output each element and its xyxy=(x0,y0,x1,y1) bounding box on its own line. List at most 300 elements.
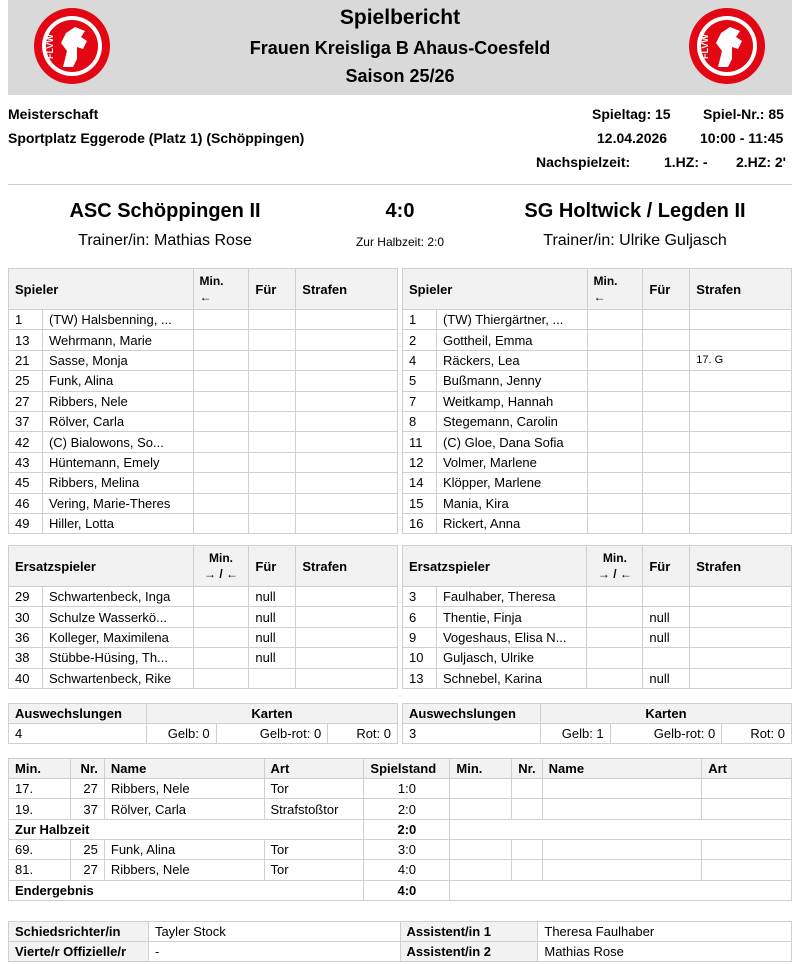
sub-minute xyxy=(587,587,643,607)
substitutions-count: 3 xyxy=(403,724,541,744)
sub-number: 6 xyxy=(403,607,437,627)
sub-number: 36 xyxy=(9,627,43,647)
sub-for: null xyxy=(249,587,296,607)
event-type: Strafstoßtor xyxy=(264,799,364,819)
player-row xyxy=(9,493,398,513)
player-row xyxy=(403,493,792,513)
player-minute xyxy=(193,473,249,493)
fourth-official-name: - xyxy=(148,942,400,962)
away-event-number xyxy=(512,779,542,799)
player-number: 8 xyxy=(403,411,437,431)
sub-number: 40 xyxy=(9,668,43,688)
player-penalty xyxy=(296,452,398,472)
sub-number: 29 xyxy=(9,587,43,607)
event-number: 37 xyxy=(70,799,104,819)
sub-minute xyxy=(193,668,249,688)
assistant1-name: Theresa Faulhaber xyxy=(538,922,792,942)
player-for xyxy=(643,371,690,391)
cards-header: Karten xyxy=(146,704,397,724)
player-row xyxy=(9,452,398,472)
yellow-red-cards: Gelb-rot: 0 xyxy=(216,724,328,744)
officials-table xyxy=(8,921,792,962)
report-header xyxy=(8,0,792,95)
final-row-score: 4:0 xyxy=(364,880,450,900)
player-for xyxy=(643,411,690,431)
player-row xyxy=(403,350,792,370)
player-minute xyxy=(587,350,643,370)
player-number: 37 xyxy=(9,411,43,431)
sub-for: null xyxy=(249,648,296,668)
player-for xyxy=(249,371,296,391)
player-number: 12 xyxy=(403,452,437,472)
player-row xyxy=(403,432,792,452)
events-score-header: Spielstand xyxy=(364,759,450,779)
player-minute xyxy=(193,432,249,452)
sub-row xyxy=(9,587,398,607)
sub-name: Guljasch, Ulrike xyxy=(436,648,587,668)
player-minute xyxy=(193,411,249,431)
player-minute xyxy=(193,513,249,533)
player-name: Hüntemann, Emely xyxy=(42,452,193,472)
sub-number: 30 xyxy=(9,607,43,627)
subs-header: Ersatzspieler xyxy=(9,546,194,587)
player-number: 11 xyxy=(403,432,437,452)
player-for xyxy=(249,452,296,472)
player-name: (C) Gloe, Dana Sofia xyxy=(436,432,587,452)
sub-name: Vogeshaus, Elisa N... xyxy=(436,627,587,647)
event-score: 3:0 xyxy=(364,839,450,859)
player-penalty xyxy=(690,391,792,411)
sub-row xyxy=(403,607,792,627)
yellow-cards: Gelb: 0 xyxy=(146,724,216,744)
away-event-type xyxy=(702,779,792,799)
player-name: Sasse, Monja xyxy=(42,350,193,370)
for-header: Für xyxy=(643,269,690,310)
away-event-name xyxy=(542,860,702,880)
player-minute xyxy=(193,310,249,330)
substitutions-header: Auswechslungen xyxy=(403,704,541,724)
match-time: 10:00 - 11:45 xyxy=(700,130,784,146)
sub-penalty xyxy=(690,587,792,607)
sub-penalty xyxy=(296,668,398,688)
section-divider xyxy=(8,184,792,185)
final-score: 4:0 xyxy=(385,200,415,222)
away-event-number xyxy=(512,839,542,859)
player-row xyxy=(403,330,792,350)
min-header: Min. → / ← xyxy=(587,546,643,587)
match-number: Spiel-Nr.: 85 xyxy=(703,106,784,122)
sub-penalty xyxy=(690,668,792,688)
away-event-minute xyxy=(450,779,512,799)
player-row xyxy=(403,513,792,533)
sub-number: 9 xyxy=(403,627,437,647)
goal-events-table xyxy=(8,758,792,901)
event-type: Tor xyxy=(264,860,364,880)
player-for xyxy=(249,310,296,330)
final-row-label: Endergebnis xyxy=(9,880,364,900)
player-penalty xyxy=(690,432,792,452)
player-row xyxy=(9,350,398,370)
player-number: 16 xyxy=(403,513,437,533)
away-players-table xyxy=(402,268,792,534)
player-minute xyxy=(193,330,249,350)
player-for xyxy=(249,391,296,411)
player-number: 46 xyxy=(9,493,43,513)
player-name: Stegemann, Carolin xyxy=(436,411,587,431)
sub-penalty xyxy=(690,607,792,627)
min-header: Min. → / ← xyxy=(193,546,249,587)
player-penalty xyxy=(296,330,398,350)
sub-row xyxy=(403,627,792,647)
events-nr-header: Nr. xyxy=(70,759,104,779)
sub-name: Schwartenbeck, Rike xyxy=(42,668,193,688)
player-minute xyxy=(587,473,643,493)
penalties-header: Strafen xyxy=(296,546,398,587)
player-number: 21 xyxy=(9,350,43,370)
player-name: Ribbers, Melina xyxy=(42,473,193,493)
player-name: Räckers, Lea xyxy=(436,350,587,370)
player-name: Weitkamp, Hannah xyxy=(436,391,587,411)
substitutions-count: 4 xyxy=(9,724,147,744)
halftime-row-label: Zur Halbzeit xyxy=(9,819,364,839)
sub-name: Faulhaber, Theresa xyxy=(436,587,587,607)
events-min-header-away: Min. xyxy=(450,759,512,779)
player-penalty xyxy=(296,411,398,431)
player-minute xyxy=(587,411,643,431)
sub-row xyxy=(9,668,398,688)
penalties-header: Strafen xyxy=(690,546,792,587)
event-score: 2:0 xyxy=(364,799,450,819)
player-number: 27 xyxy=(9,391,43,411)
sub-minute xyxy=(587,627,643,647)
sub-name: Schnebel, Karina xyxy=(436,668,587,688)
home-players-table xyxy=(8,268,398,534)
player-name: (C) Bialowons, So... xyxy=(42,432,193,452)
player-for xyxy=(249,432,296,452)
away-event-number xyxy=(512,799,542,819)
player-for xyxy=(643,432,690,452)
player-row xyxy=(9,310,398,330)
player-number: 2 xyxy=(403,330,437,350)
home-trainer: Trainer/in: Mathias Rose xyxy=(78,232,252,249)
season-label: Saison 25/26 xyxy=(345,66,455,86)
player-for xyxy=(249,513,296,533)
player-minute xyxy=(587,330,643,350)
player-penalty xyxy=(296,473,398,493)
sub-penalty xyxy=(296,627,398,647)
event-row xyxy=(9,860,792,880)
player-for xyxy=(643,513,690,533)
player-for xyxy=(249,330,296,350)
sub-penalty xyxy=(296,607,398,627)
player-for xyxy=(249,350,296,370)
away-trainer: Trainer/in: Ulrike Guljasch xyxy=(543,232,727,249)
player-for xyxy=(643,350,690,370)
player-number: 49 xyxy=(9,513,43,533)
penalties-header: Strafen xyxy=(296,269,398,310)
player-row xyxy=(403,411,792,431)
assistant2-name: Mathias Rose xyxy=(538,942,792,962)
sub-minute xyxy=(587,668,643,688)
sub-row xyxy=(9,648,398,668)
players-header: Spieler xyxy=(403,269,588,310)
event-number: 25 xyxy=(70,839,104,859)
match-date: 12.04.2026 xyxy=(597,130,668,146)
player-penalty xyxy=(690,493,792,513)
event-row xyxy=(9,779,792,799)
player-name: Volmer, Marlene xyxy=(436,452,587,472)
player-penalty xyxy=(690,411,792,431)
sub-penalty xyxy=(296,587,398,607)
cards-header: Karten xyxy=(540,704,791,724)
player-penalty xyxy=(690,513,792,533)
player-penalty xyxy=(690,473,792,493)
home-subs-table xyxy=(8,545,398,689)
player-name: Ribbers, Nele xyxy=(42,391,193,411)
substitutions-header: Auswechslungen xyxy=(9,704,147,724)
player-number: 42 xyxy=(9,432,43,452)
player-name: Wehrmann, Marie xyxy=(42,330,193,350)
player-name: Bußmann, Jenny xyxy=(436,371,587,391)
event-name: Ribbers, Nele xyxy=(104,860,264,880)
player-minute xyxy=(587,310,643,330)
sub-row xyxy=(403,587,792,607)
sub-for xyxy=(643,648,690,668)
halftime-row-score: 2:0 xyxy=(364,819,450,839)
extra-time-second-half: 2.HZ: 2' xyxy=(736,154,787,170)
min-header: Min. ← xyxy=(193,269,249,310)
player-row xyxy=(9,432,398,452)
player-minute xyxy=(587,452,643,472)
event-minute: 81. xyxy=(9,860,71,880)
away-subs-table xyxy=(402,545,792,689)
sub-name: Thentie, Finja xyxy=(436,607,587,627)
player-row xyxy=(9,513,398,533)
sub-minute xyxy=(587,648,643,668)
matchday: Spieltag: 15 xyxy=(592,106,671,122)
svg-text:FLVW: FLVW xyxy=(45,34,55,59)
league-name: Frauen Kreisliga B Ahaus-Coesfeld xyxy=(249,38,551,58)
sub-for: null xyxy=(249,607,296,627)
player-name: (TW) Halsbenning, ... xyxy=(42,310,193,330)
events-min-header: Min. xyxy=(9,759,71,779)
event-name: Funk, Alina xyxy=(104,839,264,859)
away-event-minute xyxy=(450,799,512,819)
event-score: 1:0 xyxy=(364,779,450,799)
event-minute: 17. xyxy=(9,779,71,799)
sub-minute xyxy=(193,648,249,668)
player-row xyxy=(403,371,792,391)
player-name: Hiller, Lotta xyxy=(42,513,193,533)
player-penalty xyxy=(296,432,398,452)
player-minute xyxy=(587,513,643,533)
event-minute: 19. xyxy=(9,799,71,819)
home-team-name: ASC Schöppingen II xyxy=(69,200,261,222)
away-cards-table xyxy=(402,703,792,744)
flvw-logo-right xyxy=(688,7,766,85)
red-cards: Rot: 0 xyxy=(328,724,398,744)
report-title: Spielbericht xyxy=(339,6,461,29)
player-row xyxy=(9,371,398,391)
player-number: 45 xyxy=(9,473,43,493)
sub-penalty xyxy=(296,648,398,668)
player-for xyxy=(643,310,690,330)
for-header: Für xyxy=(249,269,296,310)
venue: Sportplatz Eggerode (Platz 1) (Schöppingen) xyxy=(8,130,305,146)
subs-header: Ersatzspieler xyxy=(403,546,587,587)
svg-text:FLVW: FLVW xyxy=(700,34,710,59)
sub-row xyxy=(9,627,398,647)
player-for xyxy=(643,493,690,513)
player-number: 5 xyxy=(403,371,437,391)
events-name-header: Name xyxy=(104,759,264,779)
player-row xyxy=(9,411,398,431)
player-minute xyxy=(587,371,643,391)
sub-for: null xyxy=(643,607,690,627)
sub-for: null xyxy=(643,627,690,647)
player-minute xyxy=(193,452,249,472)
away-event-name xyxy=(542,799,702,819)
player-penalty xyxy=(296,310,398,330)
sub-minute xyxy=(587,607,643,627)
player-for xyxy=(249,473,296,493)
away-event-number xyxy=(512,860,542,880)
fourth-official-label: Vierte/r Offizielle/r xyxy=(9,942,149,962)
away-event-name xyxy=(542,839,702,859)
event-number: 27 xyxy=(70,860,104,880)
event-type: Tor xyxy=(264,779,364,799)
event-row xyxy=(9,799,792,819)
player-for xyxy=(249,411,296,431)
player-name: Klöpper, Marlene xyxy=(436,473,587,493)
events-name-header-away: Name xyxy=(542,759,702,779)
sub-number: 3 xyxy=(403,587,437,607)
sub-number: 10 xyxy=(403,648,437,668)
sub-for xyxy=(249,668,296,688)
event-type: Tor xyxy=(264,839,364,859)
player-name: Vering, Marie-Theres xyxy=(42,493,193,513)
events-type-header: Art xyxy=(264,759,364,779)
away-event-minute xyxy=(450,860,512,880)
players-header: Spieler xyxy=(9,269,194,310)
competition-type: Meisterschaft xyxy=(8,106,99,122)
red-cards: Rot: 0 xyxy=(722,724,792,744)
events-nr-header-away: Nr. xyxy=(512,759,542,779)
sub-for: null xyxy=(643,668,690,688)
player-for xyxy=(249,493,296,513)
sub-name: Schulze Wasserkö... xyxy=(42,607,193,627)
penalties-header: Strafen xyxy=(690,269,792,310)
player-number: 1 xyxy=(403,310,437,330)
player-row xyxy=(403,310,792,330)
player-row xyxy=(403,452,792,472)
sub-number: 13 xyxy=(403,668,437,688)
event-score: 4:0 xyxy=(364,860,450,880)
player-minute xyxy=(193,391,249,411)
away-event-type xyxy=(702,860,792,880)
referee-name: Tayler Stock xyxy=(148,922,400,942)
referee-label: Schiedsrichter/in xyxy=(9,922,149,942)
player-row xyxy=(9,473,398,493)
event-row xyxy=(9,839,792,859)
player-row xyxy=(9,391,398,411)
sub-row xyxy=(403,648,792,668)
events-type-header-away: Art xyxy=(702,759,792,779)
sub-penalty xyxy=(690,627,792,647)
player-minute xyxy=(587,391,643,411)
player-name: Gottheil, Emma xyxy=(436,330,587,350)
player-number: 14 xyxy=(403,473,437,493)
player-row xyxy=(403,391,792,411)
min-header: Min. ← xyxy=(587,269,643,310)
player-penalty xyxy=(296,493,398,513)
player-row xyxy=(9,330,398,350)
away-event-minute xyxy=(450,839,512,859)
event-number: 27 xyxy=(70,779,104,799)
player-number: 25 xyxy=(9,371,43,391)
player-penalty xyxy=(296,513,398,533)
player-minute xyxy=(193,371,249,391)
player-number: 7 xyxy=(403,391,437,411)
player-penalty xyxy=(296,371,398,391)
player-for xyxy=(643,473,690,493)
sub-minute xyxy=(193,627,249,647)
home-cards-table xyxy=(8,703,398,744)
away-event-name xyxy=(542,779,702,799)
player-penalty xyxy=(690,330,792,350)
sub-name: Schwartenbeck, Inga xyxy=(42,587,193,607)
player-penalty xyxy=(690,310,792,330)
extra-time-label: Nachspielzeit: xyxy=(536,154,631,170)
player-row xyxy=(403,473,792,493)
event-minute: 69. xyxy=(9,839,71,859)
player-penalty xyxy=(690,452,792,472)
player-number: 15 xyxy=(403,493,437,513)
assistant1-label: Assistent/in 1 xyxy=(400,922,538,942)
player-name: Funk, Alina xyxy=(42,371,193,391)
sub-number: 38 xyxy=(9,648,43,668)
player-penalty xyxy=(296,391,398,411)
player-for xyxy=(643,391,690,411)
sub-penalty xyxy=(690,648,792,668)
player-number: 1 xyxy=(9,310,43,330)
player-name: Rickert, Anna xyxy=(436,513,587,533)
assistant2-label: Assistent/in 2 xyxy=(400,942,538,962)
extra-time-first-half: 1.HZ: - xyxy=(664,154,708,170)
player-for xyxy=(643,330,690,350)
sub-name: Stübbe-Hüsing, Th... xyxy=(42,648,193,668)
player-number: 43 xyxy=(9,452,43,472)
player-penalty xyxy=(690,371,792,391)
away-event-type xyxy=(702,839,792,859)
player-for xyxy=(643,452,690,472)
player-penalty: 17. G xyxy=(690,350,792,370)
player-name: Rölver, Carla xyxy=(42,411,193,431)
player-minute xyxy=(587,493,643,513)
yellow-red-cards: Gelb-rot: 0 xyxy=(610,724,722,744)
player-name: Mania, Kira xyxy=(436,493,587,513)
sub-row xyxy=(9,607,398,627)
sub-minute xyxy=(193,587,249,607)
player-minute xyxy=(193,493,249,513)
player-minute xyxy=(587,432,643,452)
halftime-score: Zur Halbzeit: 2:0 xyxy=(355,235,445,249)
sub-name: Kolleger, Maximilena xyxy=(42,627,193,647)
event-name: Rölver, Carla xyxy=(104,799,264,819)
for-header: Für xyxy=(643,546,690,587)
player-number: 13 xyxy=(9,330,43,350)
player-penalty xyxy=(296,350,398,370)
